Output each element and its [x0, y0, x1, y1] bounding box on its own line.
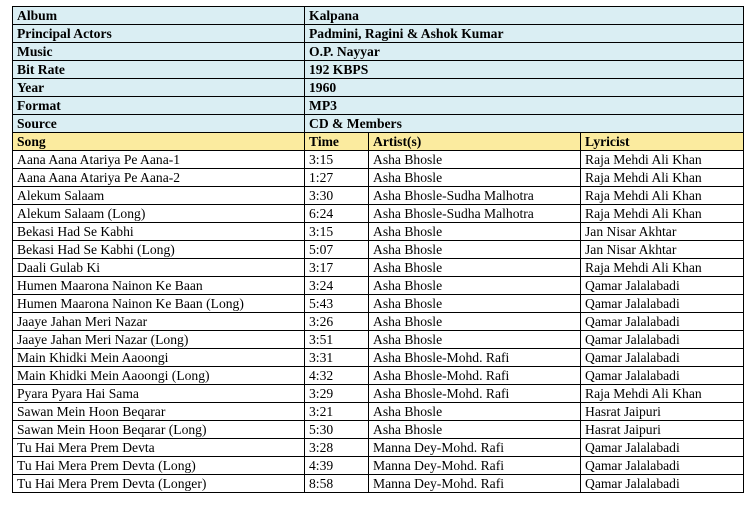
track-song-cell: Daali Gulab Ki — [13, 259, 305, 277]
track-song-cell: Jaaye Jahan Meri Nazar — [13, 313, 305, 331]
track-artist-cell: Asha Bhosle — [369, 241, 581, 259]
track-time-cell: 3:15 — [305, 223, 369, 241]
track-lyricist-cell: Jan Nisar Akhtar — [581, 223, 744, 241]
album-info-table-wrapper — [12, 6, 744, 493]
album-info-label: Source — [13, 115, 305, 133]
track-artist-cell: Asha Bhosle — [369, 151, 581, 169]
track-artist-cell: Asha Bhosle-Sudha Malhotra — [369, 205, 581, 223]
album-info-row — [13, 97, 744, 115]
track-artist-cell: Asha Bhosle-Mohd. Rafi — [369, 367, 581, 385]
track-lyricist-cell: Qamar Jalalabadi — [581, 439, 744, 457]
track-lyricist-cell: Raja Mehdi Ali Khan — [581, 205, 744, 223]
track-lyricist-cell: Qamar Jalalabadi — [581, 331, 744, 349]
track-lyricist-cell: Qamar Jalalabadi — [581, 349, 744, 367]
album-info-label: Year — [13, 79, 305, 97]
track-artist-cell: Asha Bhosle — [369, 169, 581, 187]
track-time-cell: 3:31 — [305, 349, 369, 367]
track-time-cell: 4:32 — [305, 367, 369, 385]
track-song-cell: Main Khidki Mein Aaoongi — [13, 349, 305, 367]
track-song-cell: Bekasi Had Se Kabhi (Long) — [13, 241, 305, 259]
table-row — [13, 295, 744, 313]
album-info-value: O.P. Nayyar — [305, 43, 744, 61]
album-info-row — [13, 43, 744, 61]
track-artist-cell: Manna Dey-Mohd. Rafi — [369, 439, 581, 457]
track-time-cell: 1:27 — [305, 169, 369, 187]
track-song-cell: Aana Aana Atariya Pe Aana-1 — [13, 151, 305, 169]
table-row — [13, 367, 744, 385]
table-row — [13, 475, 744, 493]
album-info-label: Format — [13, 97, 305, 115]
track-time-cell: 3:30 — [305, 187, 369, 205]
track-song-cell: Sawan Mein Hoon Beqarar — [13, 403, 305, 421]
track-song-cell: Aana Aana Atariya Pe Aana-2 — [13, 169, 305, 187]
table-row — [13, 205, 744, 223]
track-song-cell: Main Khidki Mein Aaoongi (Long) — [13, 367, 305, 385]
track-song-cell: Humen Maarona Nainon Ke Baan (Long) — [13, 295, 305, 313]
table-row — [13, 259, 744, 277]
table-row — [13, 385, 744, 403]
album-info-row — [13, 115, 744, 133]
album-info-value: MP3 — [305, 97, 744, 115]
track-artist-cell: Asha Bhosle — [369, 277, 581, 295]
track-time-cell: 5:30 — [305, 421, 369, 439]
track-lyricist-cell: Qamar Jalalabadi — [581, 475, 744, 493]
track-time-cell: 4:39 — [305, 457, 369, 475]
album-info-label: Music — [13, 43, 305, 61]
album-info-value: 192 KBPS — [305, 61, 744, 79]
table-row — [13, 151, 744, 169]
table-row — [13, 169, 744, 187]
album-table — [12, 6, 744, 493]
track-lyricist-cell: Raja Mehdi Ali Khan — [581, 187, 744, 205]
track-artist-cell: Asha Bhosle — [369, 403, 581, 421]
track-artist-cell: Asha Bhosle — [369, 223, 581, 241]
track-artist-cell: Asha Bhosle-Sudha Malhotra — [369, 187, 581, 205]
track-song-cell: Alekum Salaam (Long) — [13, 205, 305, 223]
album-info-label: Album — [13, 7, 305, 25]
track-lyricist-cell: Qamar Jalalabadi — [581, 313, 744, 331]
track-lyricist-cell: Raja Mehdi Ali Khan — [581, 169, 744, 187]
album-info-row — [13, 61, 744, 79]
table-row — [13, 403, 744, 421]
track-lyricist-cell: Raja Mehdi Ali Khan — [581, 151, 744, 169]
track-time-cell: 5:43 — [305, 295, 369, 313]
track-time-cell: 6:24 — [305, 205, 369, 223]
track-artist-cell: Asha Bhosle — [369, 331, 581, 349]
track-time-cell: 3:29 — [305, 385, 369, 403]
column-header-lyricist: Lyricist — [581, 133, 744, 151]
track-artist-cell: Manna Dey-Mohd. Rafi — [369, 457, 581, 475]
track-artist-cell: Asha Bhosle — [369, 313, 581, 331]
track-song-cell: Bekasi Had Se Kabhi — [13, 223, 305, 241]
track-time-cell: 3:28 — [305, 439, 369, 457]
track-song-cell: Alekum Salaam — [13, 187, 305, 205]
table-row — [13, 331, 744, 349]
track-time-cell: 3:51 — [305, 331, 369, 349]
album-info-value: Kalpana — [305, 7, 744, 25]
track-artist-cell: Asha Bhosle — [369, 259, 581, 277]
track-header-row — [13, 133, 744, 151]
table-row — [13, 349, 744, 367]
track-artist-cell: Asha Bhosle-Mohd. Rafi — [369, 385, 581, 403]
column-header-time: Time — [305, 133, 369, 151]
track-song-cell: Tu Hai Mera Prem Devta (Longer) — [13, 475, 305, 493]
track-artist-cell: Asha Bhosle — [369, 421, 581, 439]
album-info-value: CD & Members — [305, 115, 744, 133]
track-lyricist-cell: Raja Mehdi Ali Khan — [581, 259, 744, 277]
album-table-body — [13, 7, 744, 493]
track-song-cell: Humen Maarona Nainon Ke Baan — [13, 277, 305, 295]
table-row — [13, 241, 744, 259]
album-info-label: Principal Actors — [13, 25, 305, 43]
track-lyricist-cell: Jan Nisar Akhtar — [581, 241, 744, 259]
track-time-cell: 3:26 — [305, 313, 369, 331]
album-info-row — [13, 79, 744, 97]
album-info-label: Bit Rate — [13, 61, 305, 79]
table-row — [13, 187, 744, 205]
track-lyricist-cell: Qamar Jalalabadi — [581, 367, 744, 385]
column-header-artist: Artist(s) — [369, 133, 581, 151]
table-row — [13, 277, 744, 295]
table-row — [13, 457, 744, 475]
album-info-value: 1960 — [305, 79, 744, 97]
track-time-cell: 8:58 — [305, 475, 369, 493]
track-song-cell: Pyara Pyara Hai Sama — [13, 385, 305, 403]
table-row — [13, 421, 744, 439]
track-lyricist-cell: Raja Mehdi Ali Khan — [581, 385, 744, 403]
track-song-cell: Jaaye Jahan Meri Nazar (Long) — [13, 331, 305, 349]
column-header-song: Song — [13, 133, 305, 151]
track-artist-cell: Manna Dey-Mohd. Rafi — [369, 475, 581, 493]
table-row — [13, 313, 744, 331]
track-artist-cell: Asha Bhosle-Mohd. Rafi — [369, 349, 581, 367]
track-time-cell: 3:15 — [305, 151, 369, 169]
album-info-row — [13, 7, 744, 25]
track-time-cell: 5:07 — [305, 241, 369, 259]
table-row — [13, 223, 744, 241]
track-song-cell: Tu Hai Mera Prem Devta — [13, 439, 305, 457]
track-lyricist-cell: Hasrat Jaipuri — [581, 403, 744, 421]
album-info-row — [13, 25, 744, 43]
track-artist-cell: Asha Bhosle — [369, 295, 581, 313]
track-time-cell: 3:17 — [305, 259, 369, 277]
track-lyricist-cell: Qamar Jalalabadi — [581, 295, 744, 313]
table-row — [13, 439, 744, 457]
album-info-value: Padmini, Ragini & Ashok Kumar — [305, 25, 744, 43]
track-lyricist-cell: Qamar Jalalabadi — [581, 457, 744, 475]
track-lyricist-cell: Hasrat Jaipuri — [581, 421, 744, 439]
track-song-cell: Tu Hai Mera Prem Devta (Long) — [13, 457, 305, 475]
track-time-cell: 3:24 — [305, 277, 369, 295]
track-time-cell: 3:21 — [305, 403, 369, 421]
track-lyricist-cell: Qamar Jalalabadi — [581, 277, 744, 295]
track-song-cell: Sawan Mein Hoon Beqarar (Long) — [13, 421, 305, 439]
